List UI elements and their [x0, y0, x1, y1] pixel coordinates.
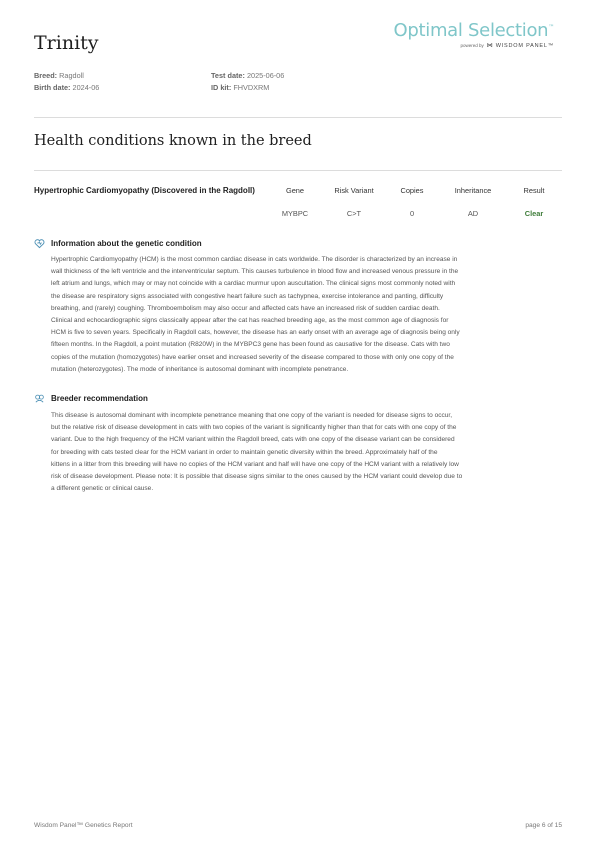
breeder-paragraph [51, 410, 563, 495]
pet-name: Trinity [34, 32, 99, 54]
column-header: Inheritance [454, 186, 492, 195]
paragraph-line: breathing, and (rarely) coughing. Thromboembolism may also occur and affected cats have an increased risk of sudden cardiac death. [51, 304, 440, 312]
paragraph-line: This disease is autosomal dominant with incomplete penetrance meaning that one copy of the variant is needed for disease signs to occur, [51, 412, 453, 419]
paragraph-line: the disease are respiratory signs associated with congestive heart failure such as tachypnea, exercise intolerance and panting, difficulty [51, 292, 444, 300]
column-header: Result [523, 186, 545, 195]
result-value: Clear [524, 209, 544, 218]
paragraph-line: kittens in a litter from this breeding will have no copies of the HCM variant and half will have one copy of the HCM variant with a relatively low [51, 460, 459, 468]
result-column [499, 186, 569, 218]
condition-name: Hypertrophic Cardiomyopathy (Discovered in the Ragdoll) [34, 186, 255, 195]
paragraph-line: a different genetic or clinical cause. [51, 485, 154, 493]
info-heading: Information about the genetic condition [34, 238, 202, 249]
brand-powered-by: powered by ⋈ WISDOM PANEL™ [460, 42, 554, 49]
paragraph-line: for breeding with cats tested clear for the HCM variant in order to maintain genetic diversity within the breed. Approximately half of the [51, 448, 438, 456]
inheritance-column [438, 186, 508, 218]
paragraph-line: fifteen months. In the Ragdoll, a point mutation (R820W) in the MYBPC3 gene has been found as causative for the disease. Cats with two [51, 341, 450, 349]
paragraph-line: variant. Due to the high frequency of the HCM variant within the Ragdoll breed, cats with one copy of the disease variant can be considered [51, 436, 455, 444]
divider [34, 117, 562, 118]
section-title: Health conditions known in the breed [34, 133, 312, 149]
paragraph-line: mutation (heterozygotes). The mode of inheritance is autosomal dominant with incomplete penetrance. [51, 365, 349, 373]
heart-dna-icon [34, 238, 45, 249]
paragraph-line: Clinical and echocardiographic signs classically appear after the cat has reached breeding age, as the most common age of diagnosis for [51, 317, 449, 325]
report-header [34, 20, 562, 60]
paragraph-line: left atrium and lungs, which may or may not coincide with a cardiac murmur upon auscultation. The clinical signs most commonly noted with [51, 280, 456, 288]
paragraph-line: copies of the mutation (homozygotes) have earlier onset and increased severity of the disease compared to those with only one copy of the [51, 353, 454, 361]
breed-field: Breed: Ragdoll [34, 71, 84, 80]
kit-id-field: ID kit: FHVDXRM [211, 83, 270, 92]
paragraph-line: wall thickness of the left ventricle and the interventricular septum. This causes turbulence in blood flow and increased venous pressure in the [51, 268, 459, 276]
column-header: Risk Variant [334, 186, 374, 195]
brand-logo [394, 20, 555, 49]
inheritance-value: AD [467, 209, 479, 218]
risk-variant-value: C>T [346, 209, 362, 218]
gene-value: MYBPC [281, 209, 309, 218]
breeder-heading: Breeder recommendation [34, 393, 148, 404]
column-header: Gene [285, 186, 305, 195]
divider [34, 170, 562, 171]
wisdom-panel-icon: ⋈ [486, 43, 493, 49]
footer-report-name: Wisdom Panel™ Genetics Report [34, 822, 133, 829]
column-header: Copies [400, 186, 424, 195]
paragraph-line: HCM is five to seven years. Specifically in Ragdoll cats, however, the disease has an early onset with an average age of diagnosis being only [51, 329, 460, 337]
paragraph-line: risk of disease development. Please note: It is possible that disease signs similar to the ones caused by the HCM variant could develop due to [51, 473, 463, 481]
footer-page-number: page 6 of 15 [525, 822, 562, 829]
test-date-field: Test date: 2025-06-06 [211, 71, 285, 80]
info-paragraph [51, 254, 563, 376]
paragraph-line: but the relative risk of disease development in cats with two copies of the variant is significantly higher than that for cats with one copy of the [51, 424, 457, 432]
paragraph-line: Hypertrophic Cardiomyopathy (HCM) is the most common cardiac disease in cats worldwide. The disorder is characterized by an increase in [51, 256, 458, 263]
copies-value: 0 [409, 209, 415, 218]
copies-column [377, 186, 447, 218]
brand-title: Optimal Selection™ [393, 20, 554, 41]
pet-meta [34, 71, 562, 95]
breeding-icon [34, 393, 45, 404]
birth-date-field: Birth date: 2024-06 [34, 83, 100, 92]
